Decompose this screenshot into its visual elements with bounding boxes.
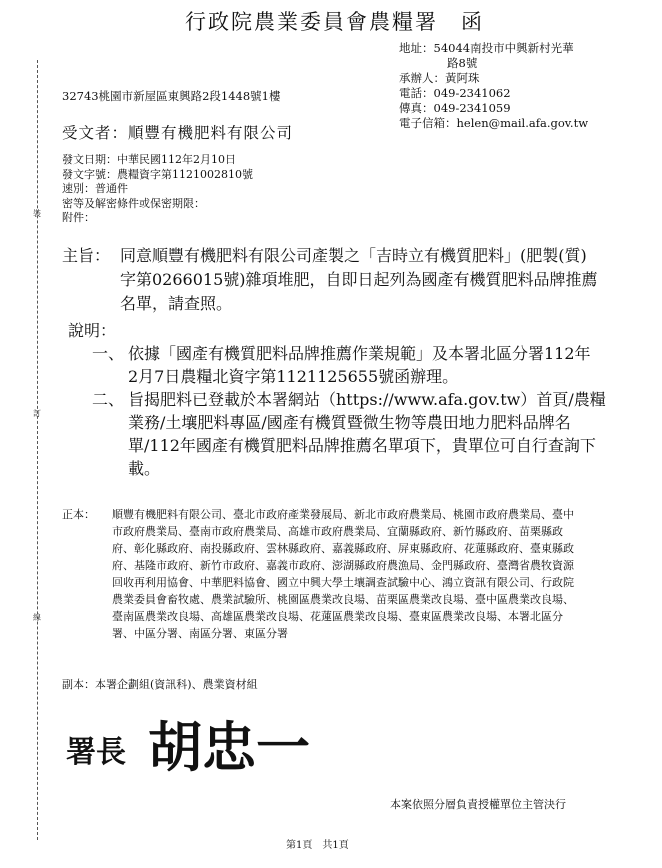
page-number: 第1頁 共1頁	[286, 840, 349, 851]
recipient: 受文者：順豐有機肥料有限公司	[62, 124, 294, 142]
fax: 傳真：049-2341059	[399, 101, 511, 115]
binding-mark-mid: 訂	[33, 409, 41, 418]
director-signature-seal	[66, 700, 396, 780]
explanation-item-number: 二、	[92, 390, 125, 409]
document-meta	[62, 153, 253, 226]
contact-block	[399, 41, 588, 131]
explanation-item-1	[92, 342, 598, 388]
delegation-note: 本案依照分層負責授權單位主管決行	[390, 798, 566, 811]
email: 電子信箱：helen@mail.afa.gov.tw	[399, 116, 589, 130]
subject-text: 同意順豐有機肥料有限公司產製之「吉時立有機質肥料」(肥製(質)字第0266015號)雜項堆肥，自即日起列為國產有機質肥料品牌推薦名單，請查照。	[120, 246, 598, 313]
phone: 電話：049-2341062	[399, 86, 511, 100]
copy-recipients: 副本：本署企劃組(資訊科)、農業資材組	[62, 678, 258, 691]
explanation-item-2	[92, 388, 608, 480]
explanation-item-text: 依據「國產有機質肥料品牌推薦作業規範」及本署北區分署112年2月7日農糧北資字第1121125655號函辦理。	[128, 344, 591, 386]
sender-address-line1: 地址：54044南投市中興新村光華	[399, 41, 574, 55]
signature-title: 署長	[66, 735, 126, 770]
explanation-label: 說明：	[68, 321, 117, 340]
sender-address-line2: 路8號	[447, 56, 478, 70]
subject-label: 主旨：	[62, 246, 111, 265]
explanation-item-number: 一、	[92, 344, 125, 363]
explanation-item-text: 旨揭肥料已登載於本署網站（https://www.afa.gov.tw）首頁/農糧業務/土壤肥料專區/國產有機質暨微生物等農田地力肥料品牌名單/112年國產有機質肥料品牌推薦名單項下，貴單位可自行查詢下載。	[128, 390, 606, 478]
attachment: 附件：	[62, 211, 95, 224]
cc-label: 正本：	[62, 508, 95, 521]
issue-date: 發文日期：中華民國112年2月10日	[62, 153, 236, 166]
delivery-speed: 速別：普通件	[62, 182, 128, 195]
recipient-address: 32743桃園市新屋區東興路2段1448號1樓	[62, 89, 281, 103]
binding-mark-bottom: 線	[33, 613, 41, 622]
binding-mark-top: 裝	[33, 209, 41, 218]
handler: 承辦人：黃阿珠	[399, 71, 480, 85]
secrecy-level: 密等及解密條件或保密期限：	[62, 196, 205, 210]
signature-name: 胡忠一	[148, 715, 310, 779]
document-title: 行政院農業委員會農糧署 函	[185, 10, 484, 34]
binding-line	[37, 60, 38, 840]
document-number: 發文字號：農糧資字第1121002810號	[62, 167, 253, 181]
cc-recipients: 順豐有機肥料有限公司、臺北市政府產業發展局、新北市政府農業局、桃園市政府農業局、臺中市政府農業局、臺南市政府農業局、高雄市政府農業局、宜蘭縣政府、新竹縣政府、苗栗縣政府、彰化縣政府、南投縣政府、雲林縣政府、嘉義縣政府、屏東縣政府、花蓮縣政府、臺東縣政府、基隆市政府、新竹市政府、嘉義市政府、澎湖縣政府農漁局、金門縣政府、臺灣省農牧資源回收再利用協會、中華肥料協會、國立中興大學土壤調查試驗中心、鴻立資訊有限公司、行政院農業委員會畜牧處、農業試驗所、桃園區農業改良場、苗栗區農業改良場、臺中區農業改良場、臺南區農業改良場、高雄區農業改良場、花蓮區農業改良場、臺東區農業改良場、本署北區分署、中區分署、南區分署、東區分署	[112, 508, 574, 640]
